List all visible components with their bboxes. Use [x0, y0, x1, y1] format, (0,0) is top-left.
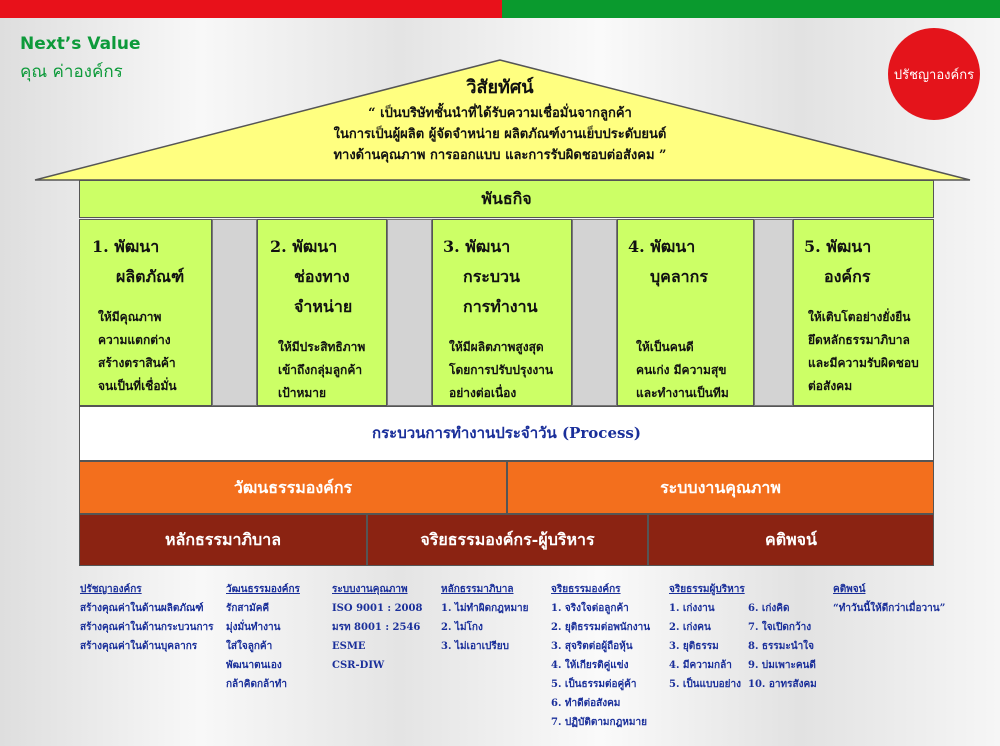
footer-item: 3. สุจริตต่อผู้ถือหุ้น [551, 641, 633, 652]
vision-block [200, 72, 800, 166]
pillar-desc: และทำงานเป็นทีม [636, 386, 729, 400]
footer-philosophy [80, 580, 214, 656]
footer-item: 2. ยุติธรรมต่อพนักงาน [551, 622, 651, 633]
pillar-organization [793, 219, 934, 406]
brand-subtitle: คุณ ค่าองค์กร [20, 62, 123, 82]
footer-item: 9. บ่มเพาะคนดี [748, 660, 816, 671]
pillar-desc: ต่อสังคม [808, 379, 853, 393]
pillar-title: จำหน่าย [294, 297, 353, 316]
pillar-title: 1. พัฒนา [92, 237, 160, 256]
pillar-product [79, 219, 212, 406]
footer-heading: วัฒนธรรมองค์กร [226, 584, 300, 595]
pillar-desc: และมีความรับผิดชอบ [808, 356, 919, 370]
footer-item: 2. เก่งคน [669, 622, 711, 633]
footer-item: พัฒนาตนเอง [226, 660, 282, 671]
vision-title: วิสัยทัศน์ [466, 77, 534, 98]
pillar-title: บุคลากร [650, 267, 708, 286]
pillar-title: กระบวน [463, 267, 520, 286]
pillar-desc: เข้าถึงกลุ่มลูกค้า [278, 363, 363, 377]
footer-item: 4. มีความกล้า [669, 660, 732, 671]
footer-item: 2. ไม่โกง [441, 622, 483, 633]
footer-quality [332, 580, 422, 675]
process-bar: กระบวนการทำงานประจำวัน (Process) [79, 406, 934, 461]
pillar-gap [387, 219, 432, 406]
pillar-title: 4. พัฒนา [628, 237, 696, 256]
pillar-title: ช่องทาง [294, 267, 350, 286]
footer-item: ESME [332, 641, 366, 652]
footer-exec-ethics [669, 580, 745, 694]
pillar-title: 2. พัฒนา [270, 237, 338, 256]
pillar-desc: ให้มีประสิทธิภาพ [278, 340, 366, 354]
footer-item: 10. อาทรสังคม [748, 679, 817, 690]
footer-heading: จริยธรรมองค์กร [551, 584, 621, 595]
footer-item: 5. เป็นแบบอย่าง [669, 679, 742, 690]
footer-heading: จริยธรรมผู้บริหาร [669, 584, 745, 595]
pillar-title: องค์กร [824, 267, 871, 286]
philosophy-badge: ปรัชญาองค์กร [888, 28, 980, 120]
footer-item: 7. ปฏิบัติตามกฎหมาย [551, 717, 647, 728]
pillar-channel [257, 219, 387, 406]
motto-bar: คติพจน์ [648, 514, 934, 566]
footer-item: มุ่งมั่นทำงาน [226, 622, 281, 633]
footer-heading: ปรัชญาองค์กร [80, 584, 142, 595]
footer-item: สร้างคุณค่าในด้านบุคลากร [80, 641, 198, 652]
footer-item: 3. ยุติธรรม [669, 641, 719, 652]
footer-item: “ทำวันนี้ให้ดีกว่าเมื่อวาน” [833, 603, 946, 614]
vision-line: ทางด้านคุณภาพ การออกแบบ และการรับผิดชอบต่อสังคม ” [333, 148, 667, 163]
footer-item: มรท 8001 : 2546 [332, 622, 421, 633]
governance-bar: หลักธรรมาภิบาล [79, 514, 367, 566]
pillar-desc: ความแตกต่าง [98, 333, 171, 347]
footer-motto [833, 580, 945, 618]
pillar-desc: เป้าหมาย [278, 386, 327, 400]
pillar-desc: สร้างตราสินค้า [98, 356, 176, 370]
footer-item: 7. ใจเปิดกว้าง [748, 622, 812, 633]
pillar-gap [572, 219, 617, 406]
pillar-desc: ให้มีคุณภาพ [98, 310, 162, 324]
footer-item: สร้างคุณค่าในด้านกระบวนการ [80, 622, 214, 633]
ethics-bar: จริยธรรมองค์กร-ผู้บริหาร [367, 514, 648, 566]
footer-item: 1. จริงใจต่อลูกค้า [551, 603, 629, 614]
pillar-process [432, 219, 572, 406]
footer-item: 4. ให้เกียรติคู่แข่ง [551, 660, 629, 671]
footer-item: 8. ธรรมะนำใจ [748, 641, 814, 652]
vision-line: ในการเป็นผู้ผลิต ผู้จัดจำหน่าย ผลิตภัณฑ์งานเย็บประดับยนต์ [333, 127, 667, 142]
footer-item: 5. เป็นธรรมต่อคู่ค้า [551, 679, 637, 690]
culture-bar: วัฒนธรรมองค์กร [79, 461, 507, 514]
footer-item: สร้างคุณค่าในด้านผลิตภัณฑ์ [80, 603, 204, 614]
pillar-desc: ให้มีผลิตภาพสูงสุด [449, 340, 544, 354]
pillar-desc: โดยการปรับปรุงงาน [449, 363, 554, 377]
pillar-title: 5. พัฒนา [804, 237, 872, 256]
pillar-gap [754, 219, 793, 406]
footer-item: 6. เก่งคิด [748, 603, 790, 614]
pillar-desc: อย่างต่อเนื่อง [449, 386, 517, 400]
footer-heading: คติพจน์ [833, 584, 866, 595]
footer-item: 1. เก่งงาน [669, 603, 715, 614]
footer-item: CSR-DIW [332, 660, 385, 671]
pillar-desc: จนเป็นที่เชื่อมั่น [98, 379, 177, 393]
pillar-desc: ให้เป็นคนดี [636, 340, 694, 354]
footer-governance [441, 580, 529, 656]
pillar-title: ผลิตภัณฑ์ [116, 267, 185, 286]
footer-heading: ระบบงานคุณภาพ [332, 584, 408, 595]
footer-heading: หลักธรรมาภิบาล [441, 584, 514, 595]
footer-item: กล้าคิดกล้าทำ [226, 679, 287, 690]
footer-item: 3. ไม่เอาเปรียบ [441, 641, 509, 652]
footer-item: 1. ไม่ทำผิดกฎหมาย [441, 603, 529, 614]
pillar-title: 3. พัฒนา [443, 237, 511, 256]
pillar-gap [212, 219, 257, 406]
footer-culture [226, 580, 300, 694]
pillar-desc: คนเก่ง มีความสุข [636, 363, 727, 377]
footer-item: ใส่ใจลูกค้า [226, 641, 273, 652]
pillar-people [617, 219, 754, 406]
footer-item: 6. ทำดีต่อสังคม [551, 698, 621, 709]
mission-bar: พันธกิจ [79, 180, 934, 218]
brand-title: Next’s Value [20, 34, 141, 54]
footer-org-ethics [551, 580, 650, 732]
quality-system-bar: ระบบงานคุณภาพ [507, 461, 934, 514]
vision-line: “ เป็นบริษัทชั้นนำที่ได้รับความเชื่อมั่นจากลูกค้า [368, 106, 632, 121]
footer-exec-ethics-2 [748, 599, 817, 694]
footer-item: รักสามัคคี [226, 603, 270, 614]
footer-item: ISO 9001 : 2008 [332, 603, 423, 614]
pillar-title: การทำงาน [463, 297, 538, 316]
pillar-desc: ให้เติบโตอย่างยั่งยืน [808, 310, 911, 324]
pillar-desc: ยึดหลักธรรมาภิบาล [808, 333, 910, 347]
